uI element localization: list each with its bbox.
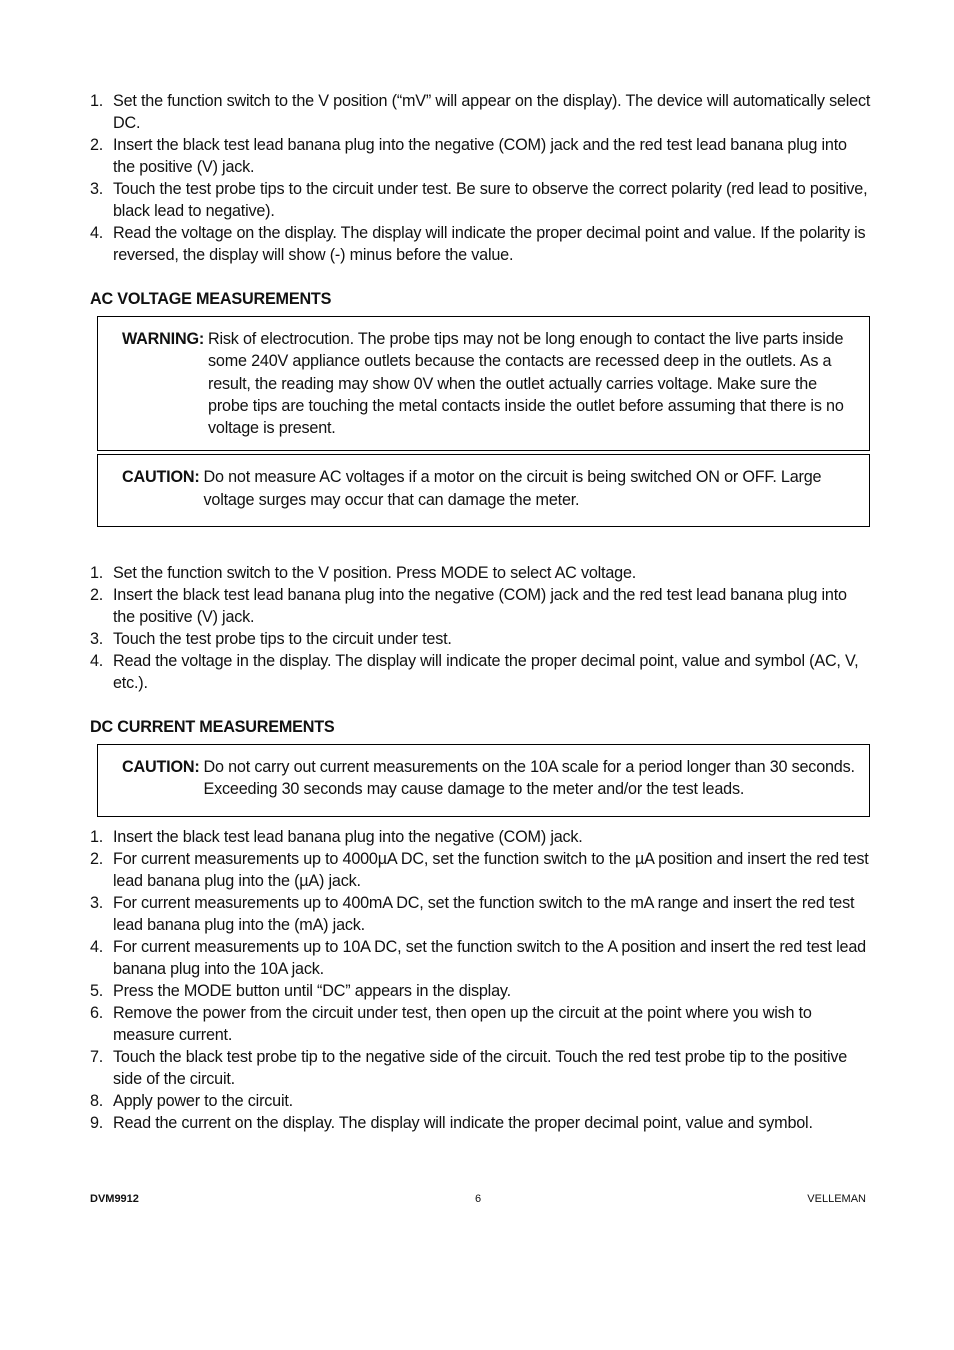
caution-text: Do not measure AC voltages if a motor on the circuit is being switched ON or OFF. Large voltage surges may occur that can damage the meter. bbox=[203, 468, 822, 509]
step-number: 2. bbox=[90, 586, 104, 605]
page-content bbox=[90, 90, 872, 1134]
list-item bbox=[90, 848, 872, 892]
step-number: 6. bbox=[90, 1003, 104, 1022]
step-number: 3. bbox=[90, 630, 104, 649]
list-item bbox=[90, 980, 872, 1002]
dc-current-heading: DC CURRENT MEASUREMENTS bbox=[90, 718, 335, 737]
step-text: Insert the black test lead banana plug into the negative (COM) jack and the red test lead banana plug into the positive (V) jack. bbox=[113, 136, 847, 176]
list-item bbox=[90, 892, 872, 936]
step-number: 4. bbox=[90, 652, 104, 671]
step-number: 1. bbox=[90, 564, 104, 583]
ac-voltage-heading: AC VOLTAGE MEASUREMENTS bbox=[90, 290, 332, 308]
step-text: Touch the test probe tips to the circuit under test. Be sure to observe the correct polarity (red lead to positive, black lead to negative). bbox=[113, 180, 868, 220]
dc-current-caution-box bbox=[97, 744, 870, 817]
caution-label: CAUTION: bbox=[122, 468, 200, 487]
list-item bbox=[90, 90, 872, 134]
footer-brand: VELLEMAN bbox=[807, 1193, 866, 1205]
warning-box bbox=[97, 316, 870, 451]
footer-model: DVM9912 bbox=[90, 1193, 139, 1205]
step-text: Read the voltage on the display. The display will indicate the proper decimal point and value. If the polarity is reversed, the display will show (-) minus before the value. bbox=[113, 224, 866, 264]
step-number: 2. bbox=[90, 136, 104, 154]
list-item bbox=[90, 222, 872, 266]
step-number: 5. bbox=[90, 981, 104, 1000]
step-number: 8. bbox=[90, 1091, 104, 1110]
footer-page-number: 6 bbox=[475, 1193, 482, 1205]
list-item bbox=[90, 650, 872, 694]
step-text: Touch the black test probe tip to the negative side of the circuit. Touch the red test probe tip to the positive side of the circuit. bbox=[113, 1047, 848, 1088]
list-item bbox=[90, 1112, 872, 1134]
list-item bbox=[90, 178, 872, 222]
warning-label: WARNING: bbox=[122, 330, 205, 348]
step-text: Set the function switch to the V position. Press MODE to select AC voltage. bbox=[113, 564, 637, 583]
step-number: 2. bbox=[90, 849, 104, 868]
page-footer bbox=[90, 1192, 866, 1206]
step-text: For current measurements up to 10A DC, set the function switch to the A position and insert the red test lead banana plug into the 10A jack. bbox=[113, 937, 866, 978]
step-number: 4. bbox=[90, 937, 104, 956]
list-item bbox=[90, 1090, 872, 1112]
step-text: Insert the black test lead banana plug into the negative (COM) jack and the red test lead banana plug into the positive (V) jack. bbox=[113, 586, 847, 627]
step-text: Press the MODE button until “DC” appears in the display. bbox=[113, 981, 511, 1000]
ac-voltage-steps-list bbox=[90, 562, 872, 694]
step-text: Insert the black test lead banana plug into the negative (COM) jack. bbox=[113, 827, 583, 846]
step-text: Set the function switch to the V position (“mV” will appear on the display). The device will automatically select DC. bbox=[113, 92, 871, 132]
warning-text: Risk of electrocution. The probe tips may not be long enough to contact the live parts inside some 240V appliance outlets because the contacts are recessed deep in the outlets. As a result, the reading may show 0V when the outlet actually carries voltage. Make sure the probe tips are touching the metal contacts inside the outlet before assuming that there is no voltage is present. bbox=[208, 330, 844, 438]
step-text: Touch the test probe tips to the circuit under test. bbox=[113, 630, 452, 649]
list-item bbox=[90, 936, 872, 980]
step-number: 1. bbox=[90, 827, 104, 846]
list-item bbox=[90, 584, 872, 628]
list-item bbox=[90, 1046, 872, 1090]
list-item bbox=[90, 628, 872, 650]
step-number: 3. bbox=[90, 893, 104, 912]
step-text: For current measurements up to 4000µA DC, set the function switch to the µA position and insert the red test lead banana plug into the (µA) jack. bbox=[113, 849, 869, 890]
step-number: 3. bbox=[90, 180, 104, 198]
list-item bbox=[90, 562, 872, 584]
step-number: 7. bbox=[90, 1047, 104, 1066]
dc-voltage-steps-list bbox=[90, 90, 872, 266]
caution-label: CAUTION: bbox=[122, 758, 200, 777]
step-number: 9. bbox=[90, 1113, 104, 1132]
dc-current-steps-list bbox=[90, 826, 872, 1134]
step-number: 4. bbox=[90, 224, 104, 242]
step-text: Remove the power from the circuit under test, then open up the circuit at the point where you wish to measure current. bbox=[113, 1003, 812, 1044]
step-text: For current measurements up to 400mA DC, set the function switch to the mA range and insert the red test lead banana plug into the (mA) jack. bbox=[113, 893, 855, 934]
step-number: 1. bbox=[90, 92, 104, 110]
list-item bbox=[90, 1002, 872, 1046]
ac-caution-box bbox=[97, 454, 870, 527]
list-item bbox=[90, 826, 872, 848]
list-item bbox=[90, 134, 872, 178]
step-text: Read the voltage in the display. The display will indicate the proper decimal point, value and symbol (AC, V, etc.). bbox=[113, 652, 859, 693]
step-text: Read the current on the display. The display will indicate the proper decimal point, value and symbol. bbox=[113, 1113, 813, 1132]
caution-text: Do not carry out current measurements on the 10A scale for a period longer than 30 seconds. Exceeding 30 seconds may cause damage to the meter and/or the test leads. bbox=[203, 758, 855, 799]
step-text: Apply power to the circuit. bbox=[113, 1091, 293, 1110]
